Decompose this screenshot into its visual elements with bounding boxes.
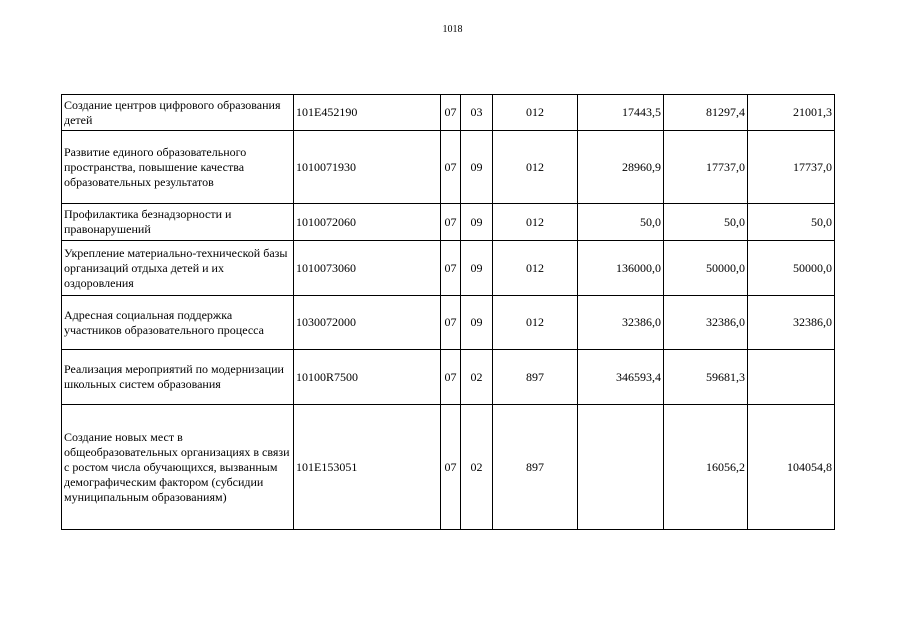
row-value-2-cell: 16056,2: [664, 405, 748, 530]
row-subsection-cell: 09: [461, 296, 493, 350]
row-value-3-cell: 32386,0: [748, 296, 835, 350]
row-value-2-cell: 50000,0: [664, 241, 748, 296]
row-section-cell: 07: [441, 241, 461, 296]
row-value-1-cell: 32386,0: [578, 296, 664, 350]
row-code-cell: 101E153051: [294, 405, 441, 530]
row-expense-type-cell: 897: [493, 350, 578, 405]
row-value-3-cell: 50,0: [748, 204, 835, 241]
row-section-cell: 07: [441, 350, 461, 405]
row-subsection-cell: 09: [461, 131, 493, 204]
row-value-2-cell: 32386,0: [664, 296, 748, 350]
row-section-cell: 07: [441, 95, 461, 131]
row-value-2-cell: 50,0: [664, 204, 748, 241]
row-expense-type-cell: 012: [493, 241, 578, 296]
row-expense-type-cell: 012: [493, 131, 578, 204]
row-subsection-cell: 09: [461, 241, 493, 296]
row-expense-type-cell: 012: [493, 204, 578, 241]
row-value-2-cell: 17737,0: [664, 131, 748, 204]
row-value-2-cell: 59681,3: [664, 350, 748, 405]
row-section-cell: 07: [441, 296, 461, 350]
row-name-cell: Реализация мероприятий по модернизации школьных систем образования: [62, 350, 294, 405]
row-subsection-cell: 03: [461, 95, 493, 131]
row-value-3-cell: 21001,3: [748, 95, 835, 131]
table-row: [62, 95, 835, 131]
row-subsection-cell: 09: [461, 204, 493, 241]
table-row: [62, 241, 835, 296]
row-value-1-cell: 28960,9: [578, 131, 664, 204]
row-value-1-cell: 136000,0: [578, 241, 664, 296]
row-value-3-cell: 17737,0: [748, 131, 835, 204]
budget-table: [61, 94, 835, 530]
row-name-cell: Создание центров цифрового образования детей: [62, 95, 294, 131]
table-row: [62, 350, 835, 405]
row-value-3-cell: 50000,0: [748, 241, 835, 296]
row-name-cell: Создание новых мест в общеобразовательных организациях в связи с ростом числа обучающихся, вызванным демографическим фактором (субсидии муниципальным образованиям): [62, 405, 294, 530]
row-code-cell: 101E452190: [294, 95, 441, 131]
row-value-3-cell: 104054,8: [748, 405, 835, 530]
row-subsection-cell: 02: [461, 350, 493, 405]
row-name-cell: Адресная социальная поддержка участников образовательного процесса: [62, 296, 294, 350]
row-section-cell: 07: [441, 405, 461, 530]
row-name-cell: Укрепление материально-технической базы организаций отдыха детей и их оздоровления: [62, 241, 294, 296]
row-value-1-cell: 50,0: [578, 204, 664, 241]
row-name-cell: Развитие единого образовательного пространства, повышение качества образовательных результатов: [62, 131, 294, 204]
row-code-cell: 1010072060: [294, 204, 441, 241]
row-expense-type-cell: 012: [493, 296, 578, 350]
row-code-cell: 1010071930: [294, 131, 441, 204]
row-code-cell: 1010073060: [294, 241, 441, 296]
table-body: [62, 95, 835, 530]
row-expense-type-cell: 012: [493, 95, 578, 131]
row-value-1-cell: 346593,4: [578, 350, 664, 405]
row-value-1-cell: 17443,5: [578, 95, 664, 131]
table-row: [62, 204, 835, 241]
row-code-cell: 10100R7500: [294, 350, 441, 405]
page-number: 1018: [442, 24, 463, 35]
row-value-3-cell: [748, 350, 835, 405]
row-subsection-cell: 02: [461, 405, 493, 530]
row-section-cell: 07: [441, 204, 461, 241]
row-name-cell: Профилактика безнадзорности и правонарушений: [62, 204, 294, 241]
table-row: [62, 296, 835, 350]
row-expense-type-cell: 897: [493, 405, 578, 530]
row-value-2-cell: 81297,4: [664, 95, 748, 131]
row-code-cell: 1030072000: [294, 296, 441, 350]
table-row: [62, 405, 835, 530]
table-row: [62, 131, 835, 204]
row-section-cell: 07: [441, 131, 461, 204]
row-value-1-cell: [578, 405, 664, 530]
